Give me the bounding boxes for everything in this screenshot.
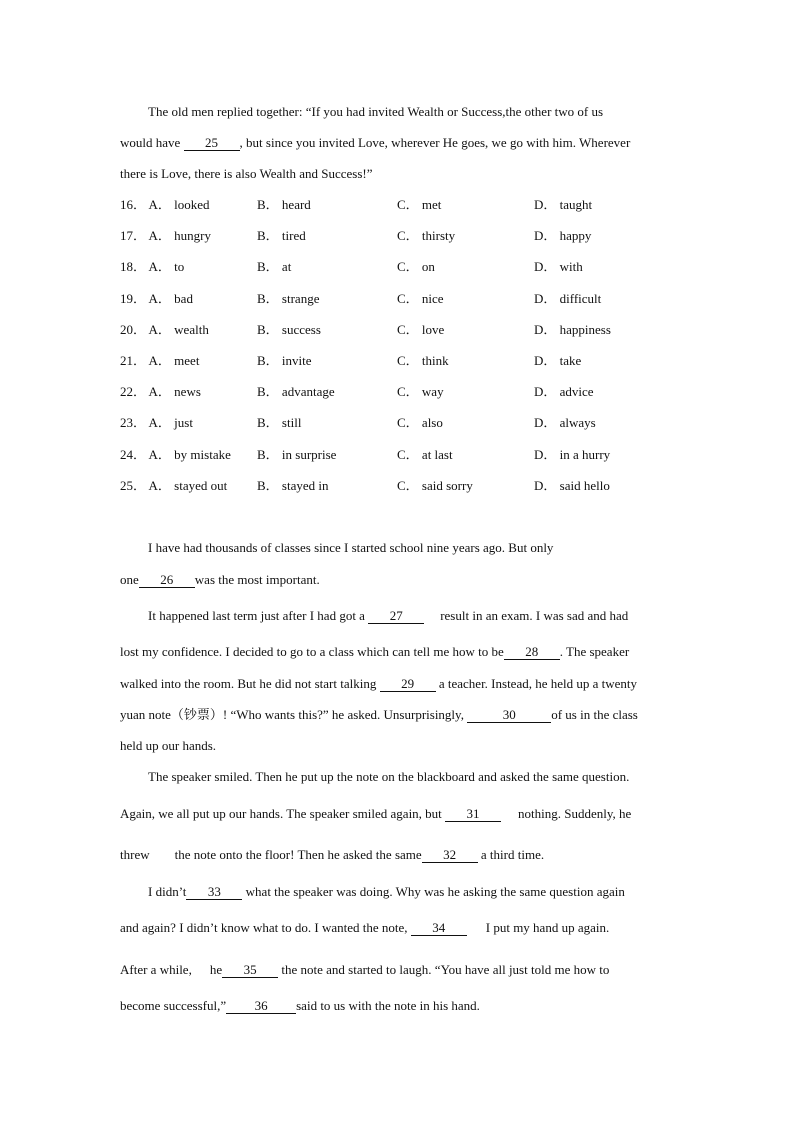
text-span: become successful,” [120, 998, 227, 1013]
option-a[interactable]: 22． A． news [120, 384, 201, 400]
option-a[interactable]: 19． A． bad [120, 290, 193, 306]
text-span: the note onto the floor! Then he asked the same [174, 847, 422, 862]
option-d[interactable]: D． taught [534, 197, 593, 212]
passage2-p1-line2 [120, 572, 320, 588]
passage2-p4-line4 [120, 998, 480, 1014]
blank-33[interactable]: 33 [186, 885, 242, 900]
text-span: nothing. Suddenly, he [518, 806, 632, 821]
text-span: Again, we all put up our hands. The speaker smiled again, but [120, 806, 446, 821]
option-b[interactable]: B． still [257, 415, 302, 431]
blank-26[interactable]: 26 [139, 573, 195, 588]
option-b[interactable]: B． strange [257, 290, 320, 306]
option-c[interactable]: C． think [397, 353, 449, 368]
option-b[interactable]: B． tired [257, 228, 306, 244]
passage1-line2 [120, 135, 630, 151]
option-b[interactable]: B． success [257, 321, 321, 337]
question-row [120, 322, 680, 338]
passage2-p4-line1 [148, 884, 625, 900]
text-span: said to us with the note in his hand. [296, 998, 480, 1013]
text-span: I put my hand up again. [485, 920, 610, 935]
text-span: the note and started to laugh. “You have all just told me how to [278, 962, 610, 977]
text-span: lost my confidence. I decided to go to a class which can tell me how to be [120, 644, 504, 659]
option-d[interactable]: D． difficult [534, 290, 602, 306]
passage2-p2-line2 [120, 644, 629, 660]
question-row [120, 291, 680, 307]
option-d[interactable]: D． happy [534, 228, 592, 244]
option-b[interactable]: B． invite [257, 353, 312, 368]
option-c[interactable]: C． thirsty [397, 228, 456, 244]
option-d[interactable]: D． in a hurry [534, 446, 611, 462]
option-d[interactable]: D． always [534, 415, 596, 431]
question-row [120, 228, 680, 244]
option-c[interactable]: C． love [397, 321, 445, 337]
option-b[interactable]: B． at [257, 259, 292, 275]
option-a[interactable]: 20． A． wealth [120, 321, 209, 337]
option-a[interactable]: 25． A． stayed out [120, 477, 228, 493]
blank-31[interactable]: 31 [445, 807, 501, 822]
text-span: yuan note（钞票）! “Who wants this?” he asked. Unsurprisingly, [120, 707, 468, 722]
text-span: . The speaker [559, 644, 630, 659]
option-c[interactable]: C． on [397, 259, 435, 275]
text-span: what the speaker was doing. Why was he asking the same question again [242, 884, 625, 899]
text-span: result in an exam. I was sad and had [440, 608, 629, 623]
passage1-line2-post: , but since you invited Love, wherever He goes, we go with him. Wherever [239, 135, 631, 150]
passage2-p4-line3 [120, 962, 609, 978]
passage2-p2-line4 [120, 707, 638, 723]
question-row [120, 478, 680, 494]
text-span: It happened last term just after I had got a [148, 608, 369, 623]
blank-28[interactable]: 28 [504, 645, 560, 660]
text-span: a teacher. Instead, he held up a twenty [435, 676, 638, 691]
option-c[interactable]: C． said sorry [397, 477, 473, 493]
blank-30[interactable]: 30 [467, 708, 551, 723]
option-d[interactable]: D． with [534, 259, 583, 275]
passage1-line2-pre: would have [120, 135, 184, 150]
option-b[interactable]: B． stayed in [257, 477, 329, 493]
passage2-p1-line1: I have had thousands of classes since I started school nine years ago. But only [148, 540, 554, 555]
passage2-p3-line3 [120, 847, 544, 863]
passage1-line3: there is Love, there is also Wealth and Success!” [120, 166, 373, 181]
option-a[interactable]: 21． A． meet [120, 353, 200, 368]
text-span: a third time. [477, 847, 545, 862]
option-d[interactable]: D． said hello [534, 477, 610, 493]
option-c[interactable]: C． nice [397, 290, 444, 306]
question-row [120, 447, 680, 463]
question-row [120, 259, 680, 275]
text-span: I didn’t [148, 884, 187, 899]
passage2-p2-line3 [120, 676, 637, 692]
text-span: of us in the class [551, 707, 638, 722]
question-row [120, 384, 680, 400]
option-a[interactable]: 24． A． by mistake [120, 446, 231, 462]
blank-36[interactable]: 36 [226, 999, 296, 1014]
passage2-p3-line1: The speaker smiled. Then he put up the note on the blackboard and asked the same question. [148, 769, 630, 784]
option-b[interactable]: B． heard [257, 197, 311, 212]
option-a[interactable]: 23． A． just [120, 415, 193, 431]
passage1-line1: The old men replied together: “If you had invited Wealth or Success,the other two of us [148, 104, 604, 119]
text-span: and again? I didn’t know what to do. I wanted the note, [120, 920, 411, 935]
text-span: After a while, [120, 962, 192, 977]
option-c[interactable]: C． way [397, 384, 444, 400]
option-a[interactable]: 18． A． to [120, 259, 185, 275]
blank-35[interactable]: 35 [222, 963, 278, 978]
blank-25[interactable]: 25 [184, 136, 240, 151]
passage2-p2-line5: held up our hands. [120, 738, 217, 753]
text-span: walked into the room. But he did not start talking [120, 676, 380, 691]
option-c[interactable]: C． met [397, 197, 442, 212]
blank-34[interactable]: 34 [411, 921, 467, 936]
text-span: he [209, 962, 223, 977]
passage2-p2-line1 [148, 608, 628, 624]
blank-32[interactable]: 32 [422, 848, 478, 863]
option-d[interactable]: D． happiness [534, 321, 611, 337]
option-d[interactable]: D． advice [534, 384, 594, 400]
text-span: one [120, 572, 139, 587]
question-row [120, 353, 680, 369]
option-b[interactable]: B． advantage [257, 384, 335, 400]
passage2-p4-line2 [120, 920, 609, 936]
option-d[interactable]: D． take [534, 353, 582, 368]
option-a[interactable]: 17． A． hungry [120, 228, 212, 244]
question-row [120, 197, 680, 213]
passage2-p3-line2 [120, 806, 631, 822]
option-c[interactable]: C． at last [397, 446, 453, 462]
option-b[interactable]: B． in surprise [257, 446, 337, 462]
text-span: was the most important. [194, 572, 320, 587]
blank-27[interactable]: 27 [368, 609, 424, 624]
option-c[interactable]: C． also [397, 415, 443, 431]
option-a[interactable]: 16． A． looked [120, 197, 210, 212]
text-span: threw [120, 847, 150, 862]
question-row [120, 415, 680, 431]
blank-29[interactable]: 29 [380, 677, 436, 692]
